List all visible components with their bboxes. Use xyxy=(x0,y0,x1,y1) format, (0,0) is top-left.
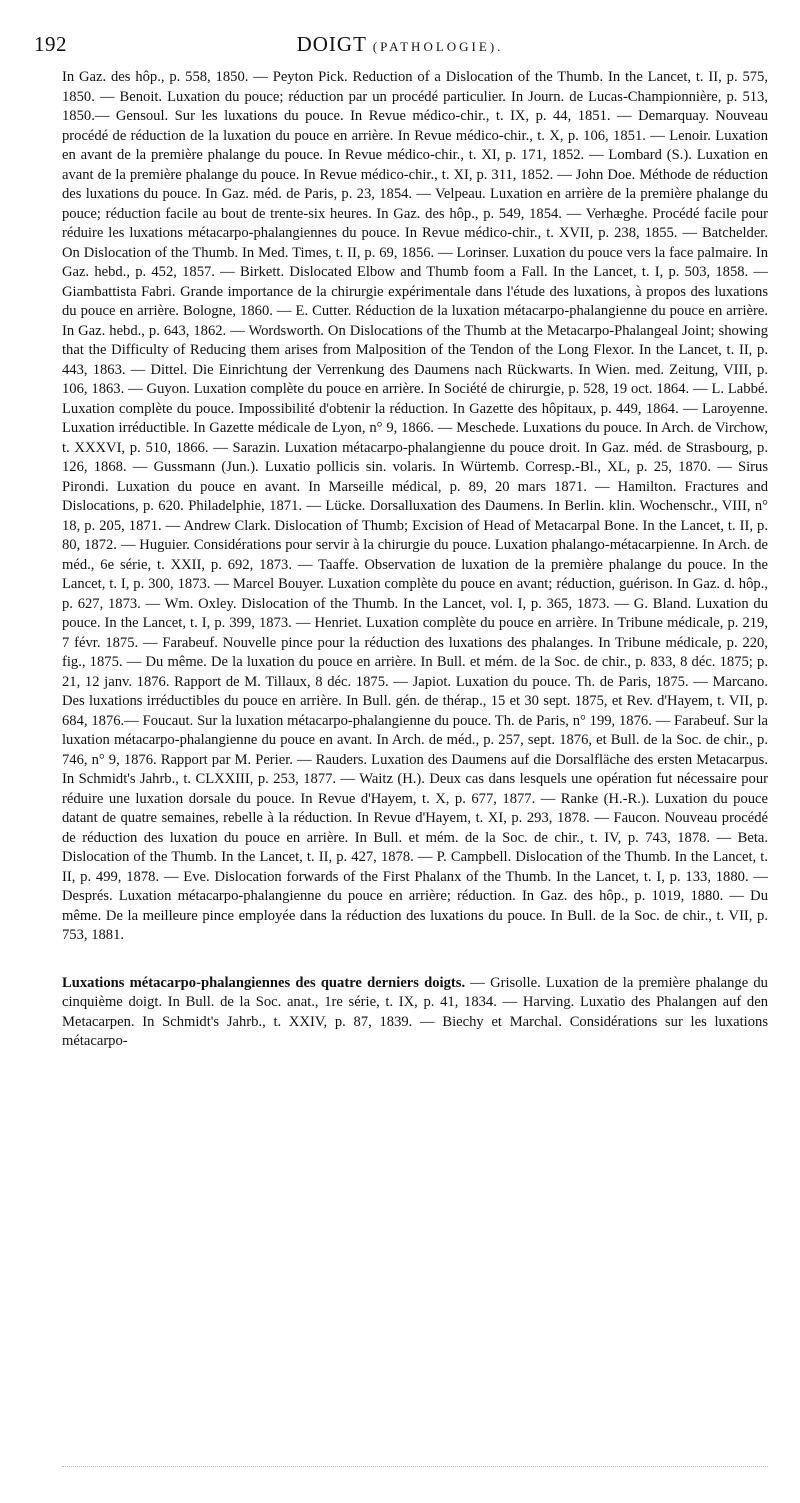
running-header xyxy=(34,32,766,60)
bibliography-text xyxy=(62,68,768,1052)
section-body: — Grisolle. Luxation de la première phalange du cinquième doigt. In Bull. de la Soc. anat., 1re série, t. IX, p. 41, 1834. — Harving. Luxatio des Phalangen auf den Metacarpen. In Schmidt's Jahrb., t. XXIV, p. 87, 1839. — Biechy et Marchal. Considérations sur les luxations métacarpo- xyxy=(62,974,768,1049)
bibliography-paragraph: In Gaz. des hôp., p. 558, 1850. — Peyton Pick. Reduction of a Dislocation of the Thumb. In the Lancet, t. II, p. 575, 1850. — Benoit. Luxation du pouce; réduction par un procédé particulier. In Journ. de Lucas-Championnière, p. 513, 1850.— Gensoul. Sur les luxations du pouce. In Revue médico-chir., t. IX, p. 44, 1851. — Demarquay. Nouveau procédé de réduction de la luxation du pouce en arrière. In Revue médico-chir., t. X, p. 106, 1851. — Lenoir. Luxation en avant de la première phalange du pouce. In Revue médico-chir., t. XI, p. 171, 1852. — Lombard (S.). Luxation en avant de la première phalange du pouce. In Revue médico-chir., t. XI, p. 311, 1852. — John Doe. Méthode de réduction des luxations du pouce. In Gaz. méd. de Paris, p. 23, 1854. — Velpeau. Luxation en arrière de la première phalange du pouce; réduction facile au bout de trente-six heures. In Gaz. des hôp., p. 549, 1854. — Verhæghe. Procédé facile pour réduire les luxations métacarpo-phalangiennes du pouce. In Revue médico-chir., t. XVII, p. 238, 1855. — Batchelder. On Dislocation of the Thumb. In Med. Times, t. II, p. 69, 1856. — Lorinser. Luxation du pouce vers la face palmaire. In Gaz. hebd., p. 452, 1857. — Birkett. Dislocated Elbow and Thumb foom a Fall. In the Lancet, t. I, p. 503, 1858. — Giambattista Fabri. Grande importance de la chirurgie expérimentale dans l'étude des luxations, à propos des luxations du pouce en arrière. Bologne, 1860. — E. Cutter. Réduction de la luxation métacarpo-phalangienne du pouce en arrière. In Gaz. hebd., p. 643, 1862. — Wordsworth. On Dislocations of the Thumb at the Metacarpo-Phalangeal Joint; showing that the Difficulty of Reducing them arises from Malposition of the Tendon of the Long Flexor. In the Lancet, t. II, p. 443, 1863. — Dittel. Die Einrichtung der Verrenkung des Daumens nach Rückwarts. In Wien. med. Zeitung, VIII, p. 106, 1863. — Guyon. Luxation complète du pouce en arrière. In Société de chirurgie, p. 528, 19 oct. 1864. — L. Labbé. Luxation complète du pouce. Impossibilité d'obtenir la réduction. In Gazette des hôpitaux, p. 449, 1864. — Laroyenne. Luxation irréductible. In Gazette médicale de Lyon, n° 9, 1866. — Meschede. Luxations du pouce. In Arch. de Virchow, t. XXXVI, p. 510, 1866. — Sarazin. Luxation métacarpo-phalangienne du pouce droit. In Gaz. méd. de Strasbourg, p. 126, 1868. — Gussmann (Jun.). Luxatio pollicis sin. volaris. In Würtemb. Corresp.-Bl., XL, p. 25, 1870. — Sirus Pirondi. Luxation du pouce en avant. In Marseille médical, p. 89, 20 mars 1871. — Hamilton. Fractures and Dislocations, p. 620. Philadelphie, 1871. — Lücke. Dorsalluxation des Daumens. In Berlin. klin. Wochenschr., VIII, n° 18, p. 205, 1871. — Andrew Clark. Dislocation of Thumb; Excision of Head of Metacarpal Bone. In the Lancet, t. II, p. 80, 1872. — Huguier. Considérations pour servir à la chirurgie du pouce. Luxation phalango-métacarpienne. In Arch. de méd., 6e série, t. XXII, p. 692, 1873. — Taaffe. Observation de luxation de la première phalange du pouce. In the Lancet, t. I, p. 300, 1873. — Marcel Bouyer. Luxation complète du pouce en avant; réduction, guérison. In Gaz. d. hôp., p. 627, 1873. — Wm. Oxley. Dislocation of the Thumb. In the Lancet, vol. I, p. 365, 1873. — G. Bland. Luxation du pouce. In the Lancet, t. I, p. 399, 1873. — Henriet. Luxation complète du pouce en arrière. In Tribune médicale, p. 219, 7 févr. 1875. — Farabeuf. Nouvelle pince pour la réduction des luxations des phalanges. In Tribune médicale, p. 220, fig., 1875. — Du même. De la luxation du pouce en arrière. In Bull. et mém. de la Soc. de chir., p. 833, 8 déc. 1875; p. 21, 12 janv. 1876. Rapport de M. Tillaux, 8 déc. 1875. — Japiot. Luxation du pouce. Th. de Paris, 1875. — Marcano. Des luxations irréductibles du pouce en arrière. In Bull. gén. de thérap., 15 et 30 sept. 1875, et Rev. d'Hayem, t. VII, p. 684, 1876.— Foucaut. Sur la luxation métacarpo-phalangienne du pouce. Th. de Paris, n° 199, 1876. — Farabeuf. Sur la luxation métacarpo-phalangienne du pouce en avant. In Arch. de méd., p. 257, sept. 1876, et Bull. de la Soc. de chir., p. 746, n° 9, 1876. Rapport par M. Perier. — Rauders. Luxation des Daumens auf die Dorsalfläche des ersten Metacarpus. In Schmidt's Jahrb., t. CLXXIII, p. 253, 1877. — Waitz (H.). Deux cas dans lesquels une opération fut nécessaire pour réduire une luxation dorsale du pouce. In Revue d'Hayem, t. X, p. 677, 1877. — Ranke (H.-R.). Luxation du pouce datant de quatre semaines, rebelle à la réduction. In Revue d'Hayem, t. XI, p. 293, 1878. — Faucon. Nouveau procédé de réduction des luxation du pouce en arrière. In Bull. et mém. de la Soc. de chir., t. IV, p. 743, 1878. — Beta. Dislocation of the Thumb. In the Lancet, t. II, p. 427, 1878. — P. Campbell. Dislocation of the Thumb. In the Lancet, t. II, p. 499, 1878. — Eve. Dislocation forwards of the First Phalanx of the Thumb. In the Lancet, t. I, p. 133, 1880. — Després. Luxation métacarpo-phalangienne du pouce en arrière; réduction. In Gaz. des hôp., p. 1019, 1880. — Du même. De la meilleure pince employée dans la réduction des luxations du pouce. In Bull. de la Soc. de chir., t. VII, p. 753, 1881. xyxy=(62,69,768,943)
section-heading: Luxations métacarpo-phalangiennes des quatre derniers doigts. xyxy=(62,974,466,991)
page-bottom-rule xyxy=(62,1466,768,1468)
running-title-main: DOIGT xyxy=(296,32,367,56)
page-number: 192 xyxy=(34,32,67,56)
section-paragraph xyxy=(62,974,768,1052)
running-title-subtitle: (PATHOLOGIE). xyxy=(372,39,504,54)
running-title xyxy=(34,32,766,57)
